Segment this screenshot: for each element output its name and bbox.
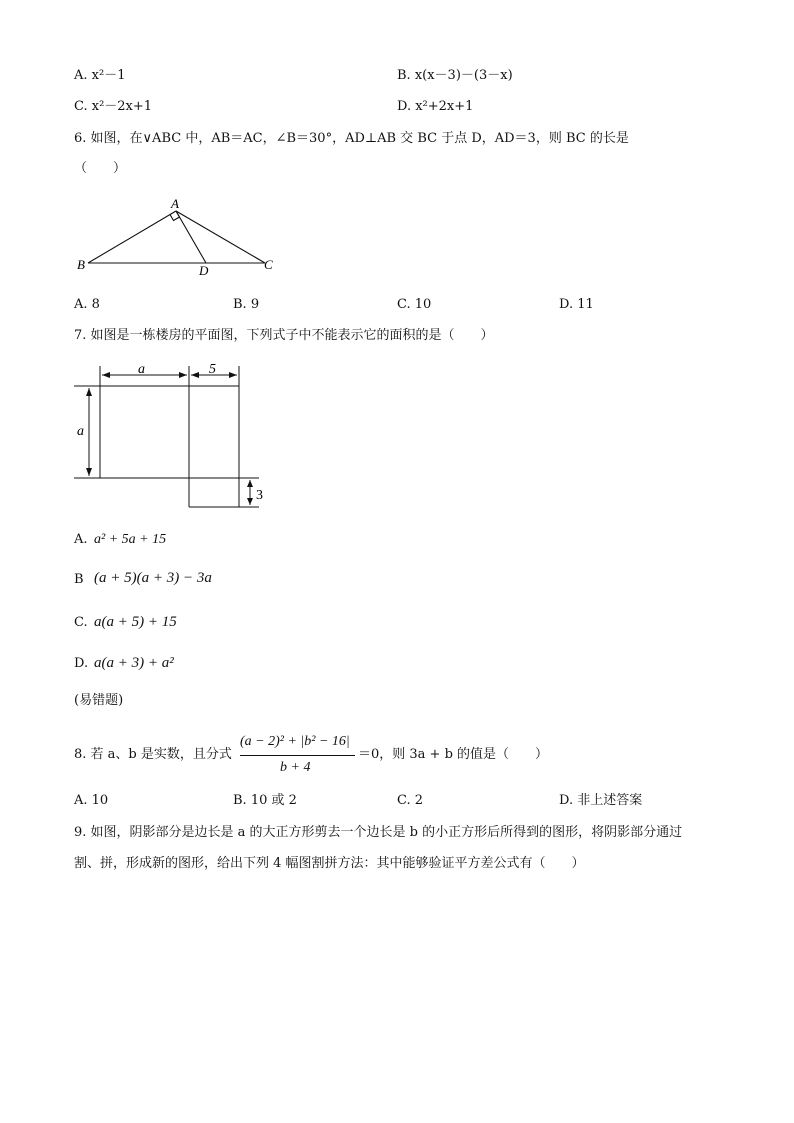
q8-fraction-bar (240, 755, 355, 756)
q7-floorplan-figure (74, 358, 274, 513)
q7-dim-5: 5 (209, 362, 216, 377)
q7-option-b: (a + 5)(a + 3) − 3a (94, 570, 212, 586)
q8-numerator: (a − 2)² + |b² − 16| (240, 734, 350, 749)
q6-label-a: A (171, 196, 179, 211)
q7-dim-a-left: a (77, 424, 84, 439)
q7-option-d-label: D. (74, 656, 89, 671)
q8-option-b: B. 10 或 2 (233, 793, 297, 808)
q7-dim-3: 3 (256, 488, 263, 503)
q6-triangle-figure (74, 196, 284, 280)
q7-option-b-label: B (74, 572, 84, 587)
q6-label-c: C (264, 257, 273, 272)
q5-option-b: B. x(x－3)－(3－x) (397, 68, 513, 83)
q8-option-d: D. 非上述答案 (559, 793, 643, 808)
q6-option-a: A. 8 (74, 297, 100, 312)
q5-option-c: C. x²－2x+1 (74, 99, 153, 114)
q9-stem-line1: 9. 如图，阴影部分是边长是 a 的大正方形剪去一个边长是 b 的小正方形后所得到的图形，将阴影部分通过 (74, 825, 683, 840)
q6-option-b: B. 9 (233, 297, 260, 312)
q6-label-b: B (77, 257, 85, 272)
q8-option-c: C. 2 (397, 793, 424, 808)
q6-label-d: D (199, 263, 209, 278)
q5-option-a: A. x²－1 (74, 68, 126, 83)
q7-option-a-label: A. (74, 532, 88, 547)
q7-option-d: a(a + 3) + a² (94, 655, 174, 671)
q8-denominator: b + 4 (280, 760, 311, 775)
q7-option-c-label: C. (74, 615, 88, 630)
q5-option-d: D. x²+2x+1 (397, 99, 474, 114)
q7-option-c: a(a + 5) + 15 (94, 614, 177, 630)
q7-stem: 7. 如图是一栋楼房的平面图，下列式子中不能表示它的面积的是（ ） (74, 328, 494, 343)
q8-prefix: 8. 若 a、b 是实数，且分式 (74, 747, 232, 762)
q8-suffix: ＝0，则 3a + b 的值是（ ） (358, 747, 549, 762)
q6-stem: 6. 如图，在∨ABC 中，AB＝AC，∠B＝30°，AD⊥AB 交 BC 于点 D，AD＝3，则 BC 的长是 (74, 131, 629, 146)
q7-option-a: a² + 5a + 15 (94, 532, 167, 547)
note-easy-mistake: (易错题) (74, 693, 124, 708)
q8-option-a: A. 10 (74, 793, 109, 808)
q6-option-d: D. 11 (559, 297, 594, 312)
q6-bracket: （ ） (74, 161, 127, 176)
q6-option-c: C. 10 (397, 297, 432, 312)
q9-stem-line2: 割、拼，形成新的图形，给出下列 4 幅图割拼方法：其中能够验证平方差公式有（ ） (74, 856, 585, 871)
q7-dim-a-top: a (138, 362, 145, 377)
